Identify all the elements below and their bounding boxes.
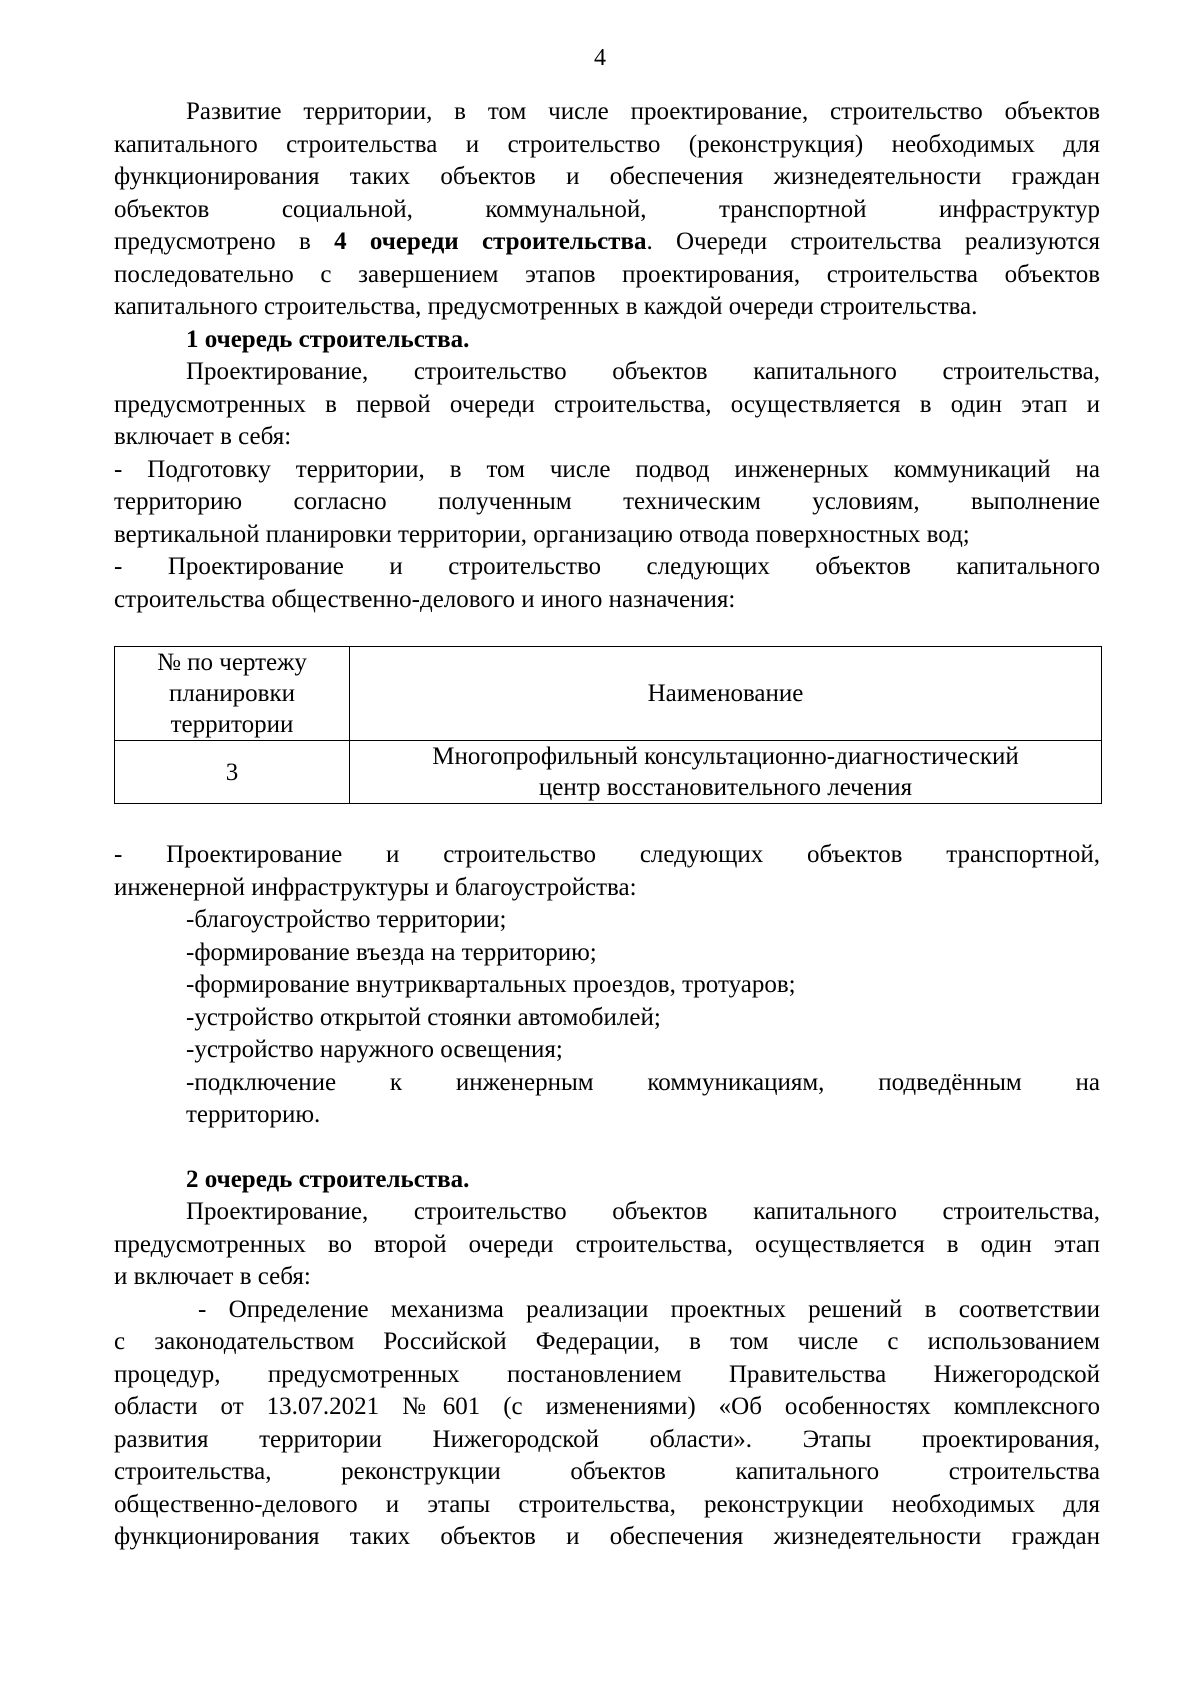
objects-table [114,646,1102,804]
stage2-para-line: Проектирование, строительство объектов капитального строительства, [186,1198,1100,1225]
stage2-mech-line: процедур, предусмотренных постановлением Правительства Нижегородской [114,1360,1100,1388]
stage1-infra-intro-line: инженерной инфраструктуры и благоустройства: [114,873,637,901]
header-cell-number [115,647,350,741]
stage1-infra-intro-line: - Проектирование и строительство следующих объектов транспортной, [114,841,1100,868]
intro-text: предусмотрено в [114,228,335,255]
list-item: территорию. [186,1101,321,1128]
stage2-mech-line: - Определение механизма реализации проектных решений в соответствии [198,1295,1100,1323]
document-body [114,96,1100,1554]
intro-line: капитального строительства, предусмотренных в каждой очереди строительства. [114,293,978,320]
table-header-row [115,647,1102,741]
list-item: -подключение к инженерным коммуникациям, подведённым на [186,1068,1100,1096]
intro-text: . Очереди строительства реализуются [646,228,1100,255]
stage2-mech-line: с законодательством Российской Федерации, в том числе с использованием [114,1328,1100,1355]
stage2-mech-line: области от 13.07.2021 №601 (с изменениями) «Об особенностях комплексного [114,1393,1100,1420]
stage2-mech-line: строительства, реконструкции объектов капитального строительства [114,1458,1100,1485]
intro-line [114,226,1100,259]
header-number-line: № по чертежу [157,649,307,676]
cell-number: 3 [115,741,350,804]
page-number: 4 [594,45,606,71]
stage2-mech-line: развития территории Нижегородской области». Этапы проектирования, [114,1425,1100,1453]
list-item: -устройство наружного освещения; [186,1036,563,1063]
stage2-mech-line: функционирования таких объектов и обеспечения жизнедеятельности граждан [114,1523,1100,1550]
list-item: -формирование внутриквартальных проездов, тротуаров; [186,971,796,998]
table-row [115,741,1102,804]
spacer [114,1132,1100,1164]
stage1-prep-line: территорию согласно полученным техническим условиям, выполнение [114,488,1100,515]
stage1-para-line: включает в себя: [114,423,292,450]
stage1-objects-intro-line: строительства общественно-делового и иного назначения: [114,585,736,613]
stage1-prep-line: - Подготовку территории, в том числе подвод инженерных коммуникаций на [114,455,1100,483]
header-cell-name: Наименование [350,647,1102,741]
stage1-heading: 1 очередь строительства. [186,325,470,353]
intro-line: Развитие территории, в том числе проектирование, строительство объектов [186,98,1100,125]
stage2-para-line: и включает в себя: [114,1263,311,1290]
cell-name [350,741,1102,804]
list-item: -формирование въезда на территорию; [186,938,597,966]
stage2-heading: 2 очередь строительства. [186,1165,470,1193]
header-number-line: территории [170,711,294,738]
stage1-para-line: Проектирование, строительство объектов капитального строительства, [186,358,1100,385]
stage2-mech-line: общественно-делового и этапы строительства, реконструкции необходимых для [114,1490,1100,1518]
intro-line: последовательно с завершением этапов проектирования, строительства объектов [114,260,1100,288]
list-item: -благоустройство территории; [186,906,507,933]
intro-line: объектов социальной, коммунальной, транспортной инфраструктур [114,195,1100,223]
cell-name-line: центр восстановительного лечения [538,774,913,801]
header-number-line: планировки [168,680,296,707]
stage1-prep-line: вертикальной планировки территории, организацию отвода поверхностных вод; [114,520,970,548]
stages-count-bold: 4 очереди строительства [334,228,647,255]
stage2-para-line: предусмотренных во второй очереди строительства, осуществляется в один этап [114,1230,1100,1258]
stage1-objects-intro-line: - Проектирование и строительство следующих объектов капитального [114,553,1100,580]
intro-line: капитального строительства и строительство (реконструкция) необходимых для [114,130,1100,158]
cell-name-line: Многопрофильный консультационно-диагностический [432,743,1019,770]
intro-line: функционирования таких объектов и обеспечения жизнедеятельности граждан [114,163,1100,190]
stage1-para-line: предусмотренных в первой очереди строительства, осуществляется в один этап и [114,390,1100,418]
list-item: -устройство открытой стоянки автомобилей; [186,1003,661,1031]
